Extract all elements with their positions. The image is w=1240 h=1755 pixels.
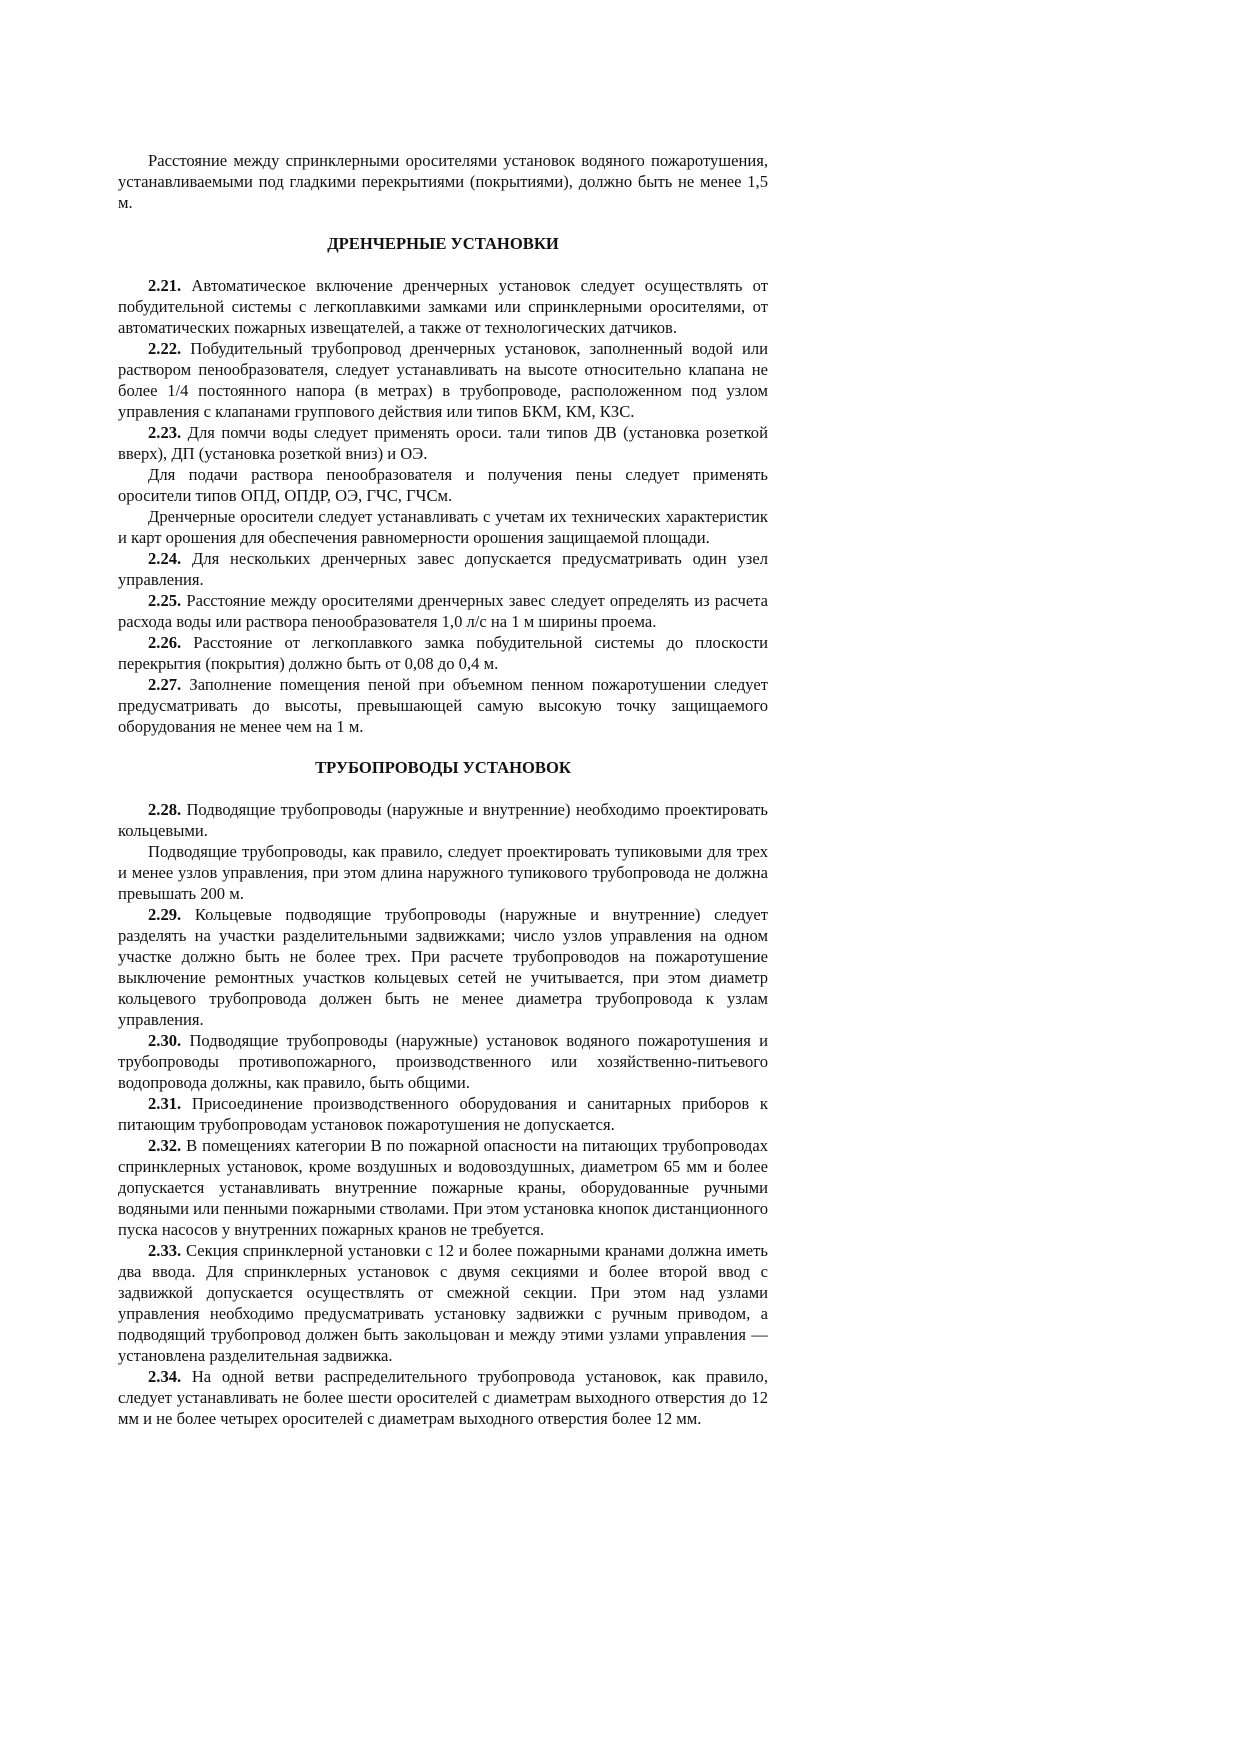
clause-2-30: [118, 1030, 768, 1093]
paragraph-text: Подводящие трубопроводы, как правило, следует проектировать тупиковыми для трех и менее узлов управления, при этом длина наружного тупикового трубопровода не должна превышать 200 м.: [118, 842, 768, 903]
section-heading-pipelines: ТРУБОПРОВОДЫ УСТАНОВОК: [315, 758, 571, 777]
clause-number: 2.25.: [148, 591, 182, 610]
clause-number: 2.23.: [148, 423, 182, 442]
clause-text: Секция спринклерной установки с 12 и более пожарными кранами должна иметь два ввода. Для спринклерных установок с двумя секциями и более второй ввод с задвижкой допускается осуществлять от смежной секции. При этом над узлами управления необходимо предусматривать установку задвижки с ручным приводом, а подводящий трубопровод должен быть закольцован и между этими узлами управления — установлена разделительная задвижка.: [118, 1241, 768, 1365]
paragraph-text: Дренчерные оросители следует устанавливать с учетам их технических характеристик и карт орошения для обеспечения равномерности орошения защищаемой площади.: [118, 507, 768, 547]
clause-2-31: [118, 1093, 768, 1135]
clause-text: Подводящие трубопроводы (наружные и внутренние) необходимо проектировать кольцевыми.: [118, 800, 768, 840]
clause-number: 2.24.: [148, 549, 182, 568]
clause-text: Кольцевые подводящие трубопроводы (наружные и внутренние) следует разделять на участки разделительными задвижками; число узлов управления на одном участке должно быть не более трех. При расчете трубопроводов на пожаротушение выключение ремонтных участков кольцевых сетей не учитывается, при этом диаметр кольцевого трубопровода должен быть не менее диаметра трубопровода к узлам управления.: [118, 905, 768, 1029]
clause-number: 2.21.: [148, 276, 182, 295]
section-heading-deluge: ДРЕНЧЕРНЫЕ УСТАНОВКИ: [327, 234, 559, 253]
clause-number: 2.32.: [148, 1136, 182, 1155]
clause-2-23: [118, 422, 768, 464]
clause-2-27: [118, 674, 768, 737]
clause-text: Расстояние от легкоплавкого замка побудительной системы до плоскости перекрытия (покрытия) должно быть от 0,08 до 0,4 м.: [118, 633, 768, 673]
paragraph-dead-end-pipelines: [118, 841, 768, 904]
clause-number: 2.30.: [148, 1031, 182, 1050]
paragraph-deluge-installation: [118, 506, 768, 548]
paragraph-text: Для подачи раствора пенообразователя и получения пены следует применять оросители типов ОПД, ОПДР, ОЭ, ГЧС, ГЧСм.: [118, 465, 768, 505]
clause-2-32: [118, 1135, 768, 1240]
clause-number: 2.29.: [148, 905, 182, 924]
clause-text: Побудительный трубопровод дренчерных установок, заполненный водой или раствором пенообразователя, следует устанавливать на высоте относительно клапана не более 1/4 постоянного напора (в метрах) в трубопроводе, расположенном под узлом управления с клапанами группового действия или типов БКМ, КМ, КЗС.: [118, 339, 768, 421]
clause-text: Автоматическое включение дренчерных установок следует осуществлять от побудительной системы с легкоплавкими замками или спринклерными оросителями, от автоматических пожарных извещателей, а также от технологических датчиков.: [118, 276, 768, 337]
clause-2-33: [118, 1240, 768, 1366]
clause-number: 2.33.: [148, 1241, 182, 1260]
clause-2-34: [118, 1366, 768, 1429]
paragraph-text: Расстояние между спринклерными оросителями установок водяного пожаротушения, устанавливаемыми под гладкими перекрытиями (покрытиями), должно быть не менее 1,5 м.: [118, 151, 768, 212]
clause-number: 2.34.: [148, 1367, 182, 1386]
clause-text: На одной ветви распределительного трубопровода установок, как правило, следует устанавливать не более шести оросителей с диаметрам выходного отверстия до 12 мм и не более четырех оросителей с диаметрам выходного отверстия более 12 мм.: [118, 1367, 768, 1428]
clause-number: 2.22.: [148, 339, 182, 358]
paragraph-foam-sprinklers: [118, 464, 768, 506]
clause-2-29: [118, 904, 768, 1030]
clause-2-26: [118, 632, 768, 674]
clause-number: 2.26.: [148, 633, 182, 652]
clause-text: Заполнение помещения пеной при объемном пенном пожаротушении следует предусматривать до высоты, превышающей самую высокую точку защищаемого оборудования не менее чем на 1 м.: [118, 675, 768, 736]
clause-text: Для нескольких дренчерных завес допускается предусматривать один узел управления.: [118, 549, 768, 589]
clause-2-21: [118, 275, 768, 338]
clause-number: 2.31.: [148, 1094, 182, 1113]
clause-text: Для помчи воды следует применять ороси. тали типов ДВ (установка розеткой вверх), ДП (установка розеткой вниз) и ОЭ.: [118, 423, 768, 463]
clause-2-22: [118, 338, 768, 422]
document-page: [118, 150, 768, 1429]
clause-number: 2.28.: [148, 800, 182, 819]
clause-text: Подводящие трубопроводы (наружные) установок водяного пожаротушения и трубопроводы противопожарного, производственного или хозяйственно-питьевого водопровода должны, как правило, быть общими.: [118, 1031, 768, 1092]
paragraph-sprinkler-spacing: [118, 150, 768, 213]
clause-2-24: [118, 548, 768, 590]
clause-2-25: [118, 590, 768, 632]
clause-text: Расстояние между оросителями дренчерных завес следует определять из расчета расхода воды или раствора пенообразователя 1,0 л/с на 1 м ширины проема.: [118, 591, 768, 631]
clause-2-28: [118, 799, 768, 841]
clause-text: Присоединение производственного оборудования и санитарных приборов к питающим трубопроводам установок пожаротушения не допускается.: [118, 1094, 768, 1134]
clause-number: 2.27.: [148, 675, 182, 694]
clause-text: В помещениях категории В по пожарной опасности на питающих трубопроводах спринклерных установок, кроме воздушных и водовоздушных, диаметром 65 мм и более допускается устанавливать внутренние пожарные краны, оборудованные ручными водяными или пенными пожарными стволами. При этом установка кнопок дистанционного пуска насосов у внутренних пожарных кранов не требуется.: [118, 1136, 769, 1239]
